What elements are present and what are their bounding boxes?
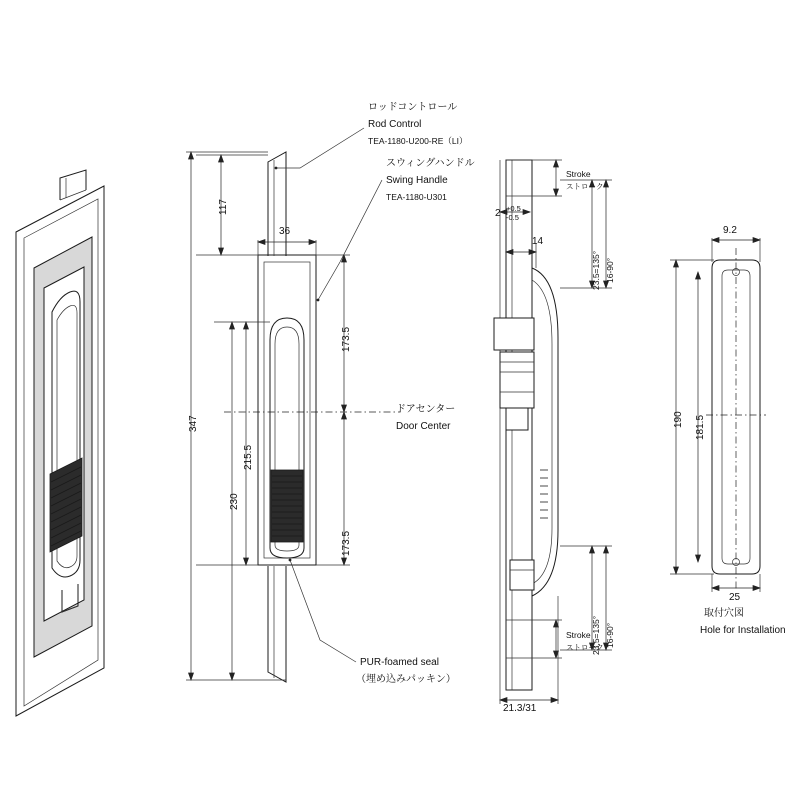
dim-hole-width: 9.2 bbox=[723, 225, 737, 236]
note-swing-handle-jp: スウィングハンドル bbox=[386, 158, 475, 169]
dim-tolerance-upper: +0.5 bbox=[506, 204, 521, 213]
note-door-center-jp: ドアセンター bbox=[396, 404, 456, 415]
note-swing-handle-part-number: TEA-1180-U301 bbox=[386, 192, 447, 202]
dim-stroke-top-en: Stroke bbox=[566, 169, 591, 179]
dim-tolerance-lower: -0.5 bbox=[506, 213, 519, 222]
note-rod-control-part-number: TEA-1180-U200-RE（LI） bbox=[368, 136, 468, 146]
dim-angle-lower-b: 16-90° bbox=[605, 622, 615, 648]
dim-angle-lower-a: 23.5=135° bbox=[591, 615, 601, 655]
dim-hole-height-inner: 181.5 bbox=[695, 414, 706, 440]
note-seal-en: PUR-foamed seal bbox=[360, 657, 439, 668]
dim-stroke-bottom-jp: ストローク bbox=[566, 643, 604, 652]
note-door-center-en: Door Center bbox=[396, 421, 451, 432]
dim-body-height: 215.5 bbox=[243, 444, 254, 470]
hole-view-title-jp: 取付穴図 bbox=[704, 608, 744, 619]
note-swing-handle-en: Swing Handle bbox=[386, 175, 448, 186]
dim-hole-bottom-width: 25 bbox=[729, 592, 741, 603]
dim-angle-upper-a: 23.5=135° bbox=[591, 250, 601, 290]
dim-rod-span: 230 bbox=[229, 493, 240, 510]
note-rod-control-jp: ロッドコントロール bbox=[368, 102, 458, 113]
dim-tolerance-value: 2 bbox=[495, 208, 501, 219]
dim-hole-height-outer: 190 bbox=[673, 411, 684, 428]
hole-view-title-en: Hole for Installation bbox=[700, 625, 786, 636]
dim-angle-upper-b: 16-90° bbox=[605, 257, 615, 283]
dim-upper-center: 173.5 bbox=[341, 326, 352, 352]
dim-stroke-bottom-en: Stroke bbox=[566, 630, 591, 640]
dim-lower-center: 173.5 bbox=[341, 530, 352, 556]
dim-overall-height: 347 bbox=[188, 415, 199, 432]
dim-rod-top-height: 117 bbox=[218, 199, 229, 215]
dim-thickness: 21.3/31 bbox=[503, 703, 537, 714]
perspective-view-graphic bbox=[16, 170, 104, 716]
dim-depth: 14 bbox=[532, 236, 544, 247]
dim-stroke-top-jp: ストローク bbox=[566, 182, 604, 191]
note-rod-control-en: Rod Control bbox=[368, 119, 422, 130]
note-seal-jp: （埋め込みパッキン） bbox=[356, 674, 456, 685]
dim-handle-width: 36 bbox=[279, 226, 291, 237]
